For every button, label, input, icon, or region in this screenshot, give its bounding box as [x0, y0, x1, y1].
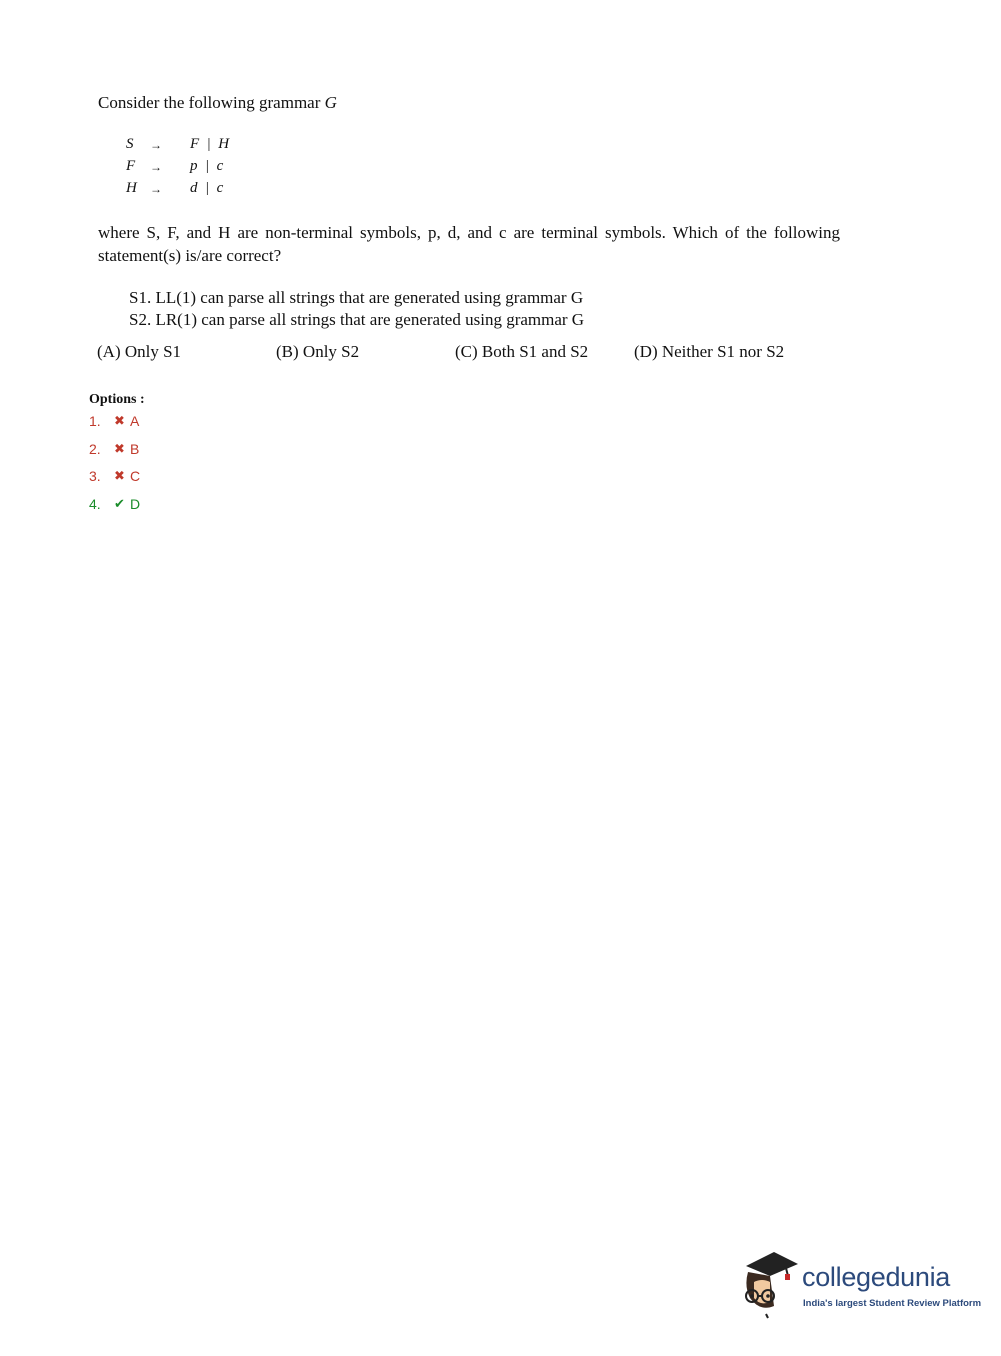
- statements: [129, 287, 584, 331]
- option-label: A: [130, 413, 140, 429]
- answer-choices: [97, 342, 817, 366]
- collegedunia-logo: [740, 1246, 982, 1326]
- rule-lhs: F: [126, 158, 136, 174]
- option-number: 1.: [89, 413, 101, 429]
- arrow-icon: →: [150, 138, 162, 152]
- arrow-icon: →: [150, 182, 162, 196]
- question-intro: [98, 93, 337, 113]
- cross-icon: ✖: [114, 440, 125, 456]
- choice-a: (A) Only S1: [97, 342, 182, 361]
- option-item: [89, 413, 140, 441]
- choice-b: (B) Only S2: [276, 342, 360, 361]
- options-list: [89, 413, 140, 523]
- mascot-icon: [740, 1246, 802, 1326]
- choice-d: (D) Neither S1 nor S2: [634, 342, 785, 361]
- check-icon: ✔: [114, 495, 125, 511]
- option-item: [89, 496, 140, 524]
- arrow-icon: →: [150, 160, 162, 174]
- rule-lhs: H: [126, 180, 137, 196]
- rule-rhs: F | H: [190, 136, 230, 152]
- choice-c: (C) Both S1 and S2: [455, 342, 589, 361]
- option-number: 4.: [89, 495, 101, 512]
- question-description: where S, F, and H are non-terminal symbols, p, d, and c are terminal symbols. Which of the following statement(s) is/are correct?: [98, 223, 840, 265]
- rule-lhs: S: [126, 136, 134, 152]
- option-item: [89, 441, 140, 469]
- grammar-symbol: G: [324, 93, 337, 112]
- cross-icon: ✖: [114, 468, 125, 483]
- intro-text: Consider the following grammar: [98, 93, 325, 112]
- option-number: 2.: [89, 440, 101, 457]
- option-label: D: [130, 495, 141, 512]
- option-label: B: [130, 440, 140, 457]
- rule-rhs: p | c: [190, 158, 224, 174]
- option-item: [89, 468, 140, 496]
- rule-rhs: d | c: [190, 180, 224, 196]
- option-number: 3.: [89, 468, 101, 484]
- statement-s1: S1. LL(1) can parse all strings that are generated using grammar G: [129, 288, 584, 307]
- brand-tagline: India's largest Student Review Platform: [803, 1298, 982, 1309]
- brand-name: collegedunia: [802, 1262, 951, 1292]
- statement-s2: S2. LR(1) can parse all strings that are generated using grammar G: [129, 310, 585, 329]
- option-label: C: [130, 468, 141, 484]
- cross-icon: ✖: [114, 413, 125, 428]
- options-title: Options :: [89, 392, 145, 407]
